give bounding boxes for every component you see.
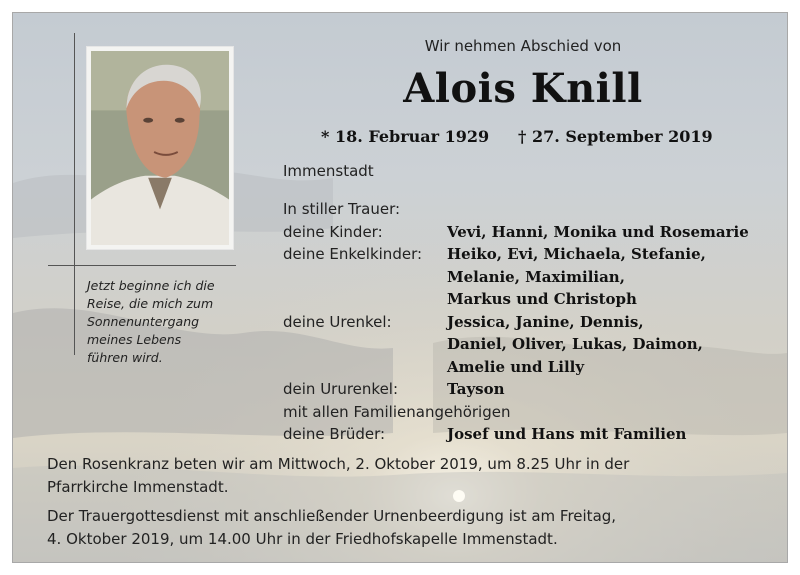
- quote-line: Sonnenuntergang: [87, 314, 200, 329]
- quote-line: Reise, die mich zum: [87, 296, 214, 311]
- mourners-heading: In stiller Trauer:: [283, 200, 401, 218]
- farewell-intro: Wir nehmen Abschied von: [424, 37, 622, 55]
- funeral-notice: [47, 505, 767, 550]
- portrait-photo: [86, 46, 234, 250]
- mourner-names: Daniel, Oliver, Lukas, Daimon,: [447, 335, 703, 353]
- mourner-names: Jessica, Janine, Dennis,: [447, 312, 644, 331]
- death-date: † 27. September 2019: [518, 127, 713, 146]
- hometown: Immenstadt: [283, 162, 374, 180]
- mourner-row-brothers: [283, 423, 773, 446]
- relation-label: deine Enkelkinder:: [283, 245, 423, 263]
- quote-line: Jetzt beginne ich die: [87, 278, 215, 293]
- mourner-names: Melanie, Maximilian,: [447, 267, 625, 286]
- deceased-name: Alois Knill: [403, 65, 643, 112]
- obituary-card: [12, 12, 788, 563]
- quote-line: meines Lebens: [87, 332, 182, 347]
- memorial-quote: [87, 277, 247, 367]
- mourner-row-great-great-grandchild: [283, 378, 773, 401]
- notice-line: 4. Oktober 2019, um 14.00 Uhr in der Friedhofskapelle Immenstadt.: [47, 529, 558, 548]
- notice-line: Pfarrkirche Immenstadt.: [47, 477, 229, 496]
- service-notices: [47, 453, 767, 557]
- relation-label: deine Urenkel:: [283, 312, 392, 331]
- mourner-row-grandchildren: [283, 243, 773, 311]
- relation-label: deine Brüder:: [283, 425, 386, 443]
- cross-vertical-line: [74, 33, 75, 355]
- notice-line: Der Trauergottesdienst mit anschließender Urnenbeerdigung ist am Freitag,: [47, 507, 617, 525]
- mourner-names: Heiko, Evi, Michaela, Stefanie,: [447, 245, 706, 263]
- rosary-notice: [47, 453, 767, 498]
- birth-date: * 18. Februar 1929: [321, 127, 490, 146]
- mourner-names: Josef und Hans mit Familien: [447, 425, 687, 443]
- family-line: mit allen Familienangehörigen: [283, 402, 511, 421]
- mourner-row-children: [283, 221, 773, 244]
- quote-line: führen wird.: [87, 350, 163, 365]
- mourner-names: Vevi, Hanni, Monika und Rosemarie: [447, 222, 749, 241]
- mourner-names: Markus und Christoph: [447, 290, 637, 308]
- mourner-names: Tayson: [447, 380, 505, 398]
- mourner-names: Amelie und Lilly: [447, 357, 585, 376]
- notice-line: Den Rosenkranz beten wir am Mittwoch, 2. Oktober 2019, um 8.25 Uhr in der: [47, 455, 630, 473]
- cross-horizontal-line: [48, 265, 236, 266]
- mourners-list: [283, 198, 773, 446]
- relation-label: dein Ururenkel:: [283, 380, 399, 398]
- relation-label: deine Kinder:: [283, 222, 383, 241]
- mourner-row-great-grandchildren: [283, 311, 773, 379]
